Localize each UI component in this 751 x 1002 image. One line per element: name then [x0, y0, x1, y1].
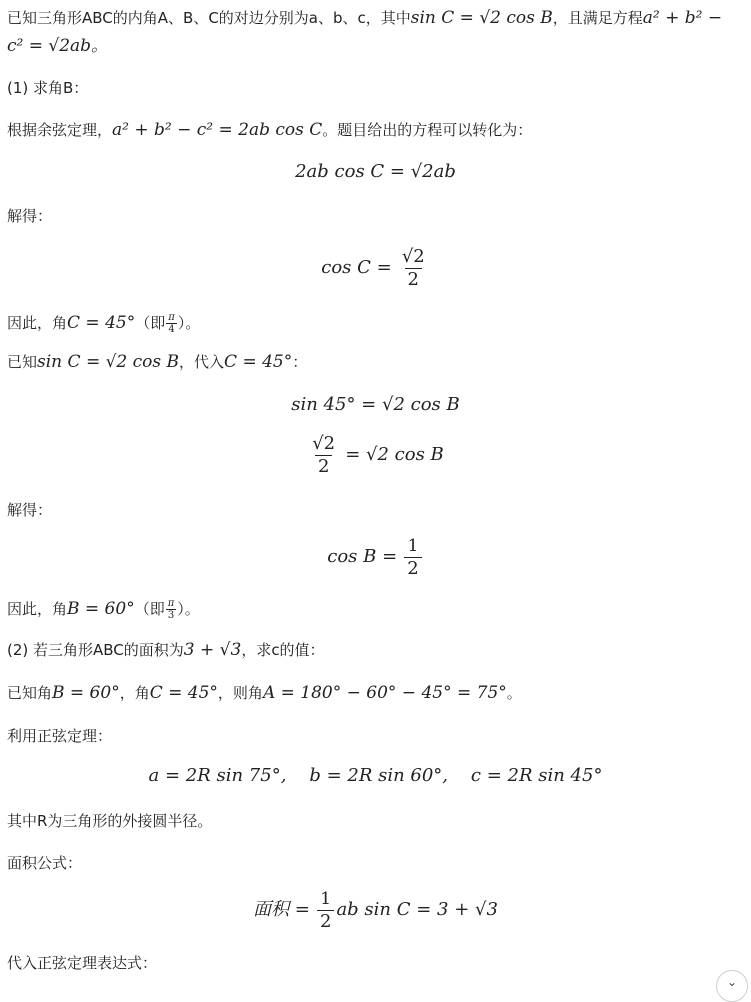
known-substitute: ，代入 — [179, 353, 225, 371]
scroll-down-button[interactable] — [716, 970, 748, 1002]
angle-c-text: 因此，角 — [7, 314, 68, 332]
equation-4-rhs: = √2 cos B — [345, 444, 444, 465]
problem-statement-line-1 — [7, 8, 722, 28]
known-text: 已知 — [7, 353, 38, 371]
part-2-title — [7, 640, 325, 660]
angle-b-radian-den: 3 — [167, 610, 175, 621]
problem-text-2: ，且满足方程 — [552, 9, 643, 27]
cosine-law-line — [7, 120, 532, 140]
equation-5-numerator: 1 — [407, 536, 419, 556]
given-equation-part-1: a² + b² − — [642, 8, 723, 28]
equation-2-denominator: 2 — [405, 268, 422, 291]
angle-c-value: C = 45° — [67, 313, 136, 333]
equation-6 — [0, 765, 751, 786]
angles-text-3: ，则角 — [217, 684, 263, 702]
equation-6-text: a = 2R sin 75°, b = 2R sin 60°, c = 2R sin 45° — [148, 765, 603, 786]
equation-5 — [0, 535, 751, 580]
known-c-value: C = 45° — [224, 352, 293, 372]
part-2-area: 3 + √3 — [183, 640, 242, 660]
given-equation-part-2: c² = √2ab。 — [7, 36, 109, 56]
equation-7-denominator: 2 — [317, 910, 334, 933]
problem-text: 已知三角形ABC的内角A、B、C的对边分别为a、b、c，其中 — [7, 9, 411, 27]
equation-7-numerator: 1 — [320, 889, 332, 909]
angles-c-value: C = 45° — [149, 683, 218, 703]
equation-7 — [0, 888, 751, 933]
angles-text-1: 已知角 — [7, 684, 53, 702]
angles-end: 。 — [506, 684, 522, 702]
angle-c-radian-den: 4 — [168, 324, 175, 335]
equation-4-denominator: 2 — [315, 455, 332, 478]
angle-c-radian-fraction — [166, 312, 177, 335]
angle-b-close: ）。 — [177, 600, 200, 618]
equation-4-numerator: √2 — [312, 433, 336, 454]
equation-5-denominator: 2 — [404, 557, 421, 580]
equation-3-text: sin 45° = √2 cos B — [291, 394, 460, 415]
equation-2 — [0, 246, 751, 291]
angles-text-2: ，角 — [119, 684, 150, 702]
angle-b-radian-fraction — [166, 598, 177, 621]
equation-1 — [0, 161, 751, 182]
chevron-down-icon: ⌄ — [726, 975, 738, 989]
equation-2-lhs: cos C = — [321, 257, 392, 278]
radius-description: 其中R为三角形的外接圆半径。 — [7, 812, 213, 830]
solve-label-2: 解得： — [7, 501, 53, 519]
given-sine-relation: sin C = √2 cos B — [410, 8, 553, 28]
angle-b-result — [7, 598, 200, 621]
equation-1-text: 2ab cos C = √2ab — [295, 161, 456, 182]
equation-2-fraction — [399, 246, 428, 291]
known-substitution-line — [7, 352, 307, 372]
substitute-label: 代入正弦定理表达式： — [7, 954, 158, 972]
cosine-law-intro: 根据余弦定理， — [7, 121, 113, 139]
angle-c-close: ）。 — [177, 314, 201, 332]
angle-c-paren: （即 — [135, 314, 166, 332]
angle-b-text: 因此，角 — [7, 600, 68, 618]
sine-law-label: 利用正弦定理： — [7, 727, 113, 745]
angle-b-radian-num: π — [167, 598, 175, 609]
angles-b-value: B = 60° — [52, 683, 120, 703]
angles-a-computation: A = 180° − 60° − 45° = 75° — [262, 683, 507, 703]
equation-5-fraction — [404, 535, 421, 580]
part-1-title: (1) 求角B： — [7, 79, 89, 97]
equation-7-lhs: 面积 = — [253, 899, 310, 920]
angle-c-radian-num: π — [168, 312, 175, 323]
equation-3 — [0, 394, 751, 415]
solve-label-1: 解得： — [7, 207, 53, 225]
part-2-tail: ，求c的值： — [241, 641, 325, 659]
equation-7-rhs: ab sin C = 3 + √3 — [336, 899, 498, 920]
angle-b-paren: （即 — [134, 600, 165, 618]
area-formula-label: 面积公式： — [7, 854, 83, 872]
cosine-law-formula: a² + b² − c² = 2ab cos C — [112, 120, 323, 140]
known-colon: ： — [292, 353, 308, 371]
equation-5-lhs: cos B = — [327, 546, 398, 567]
equation-4-fraction — [309, 433, 338, 478]
equation-2-numerator: √2 — [401, 246, 425, 267]
equation-7-fraction — [317, 888, 334, 933]
part-2-text: (2) 若三角形ABC的面积为 — [7, 641, 184, 659]
angles-line — [7, 683, 522, 703]
known-relation: sin C = √2 cos B — [37, 352, 180, 372]
cosine-law-tail: 。题目给出的方程可以转化为： — [322, 121, 533, 139]
angle-b-value: B = 60° — [67, 599, 135, 619]
equation-4 — [0, 433, 751, 478]
problem-statement-line-2 — [7, 36, 108, 56]
angle-c-result — [7, 312, 200, 335]
